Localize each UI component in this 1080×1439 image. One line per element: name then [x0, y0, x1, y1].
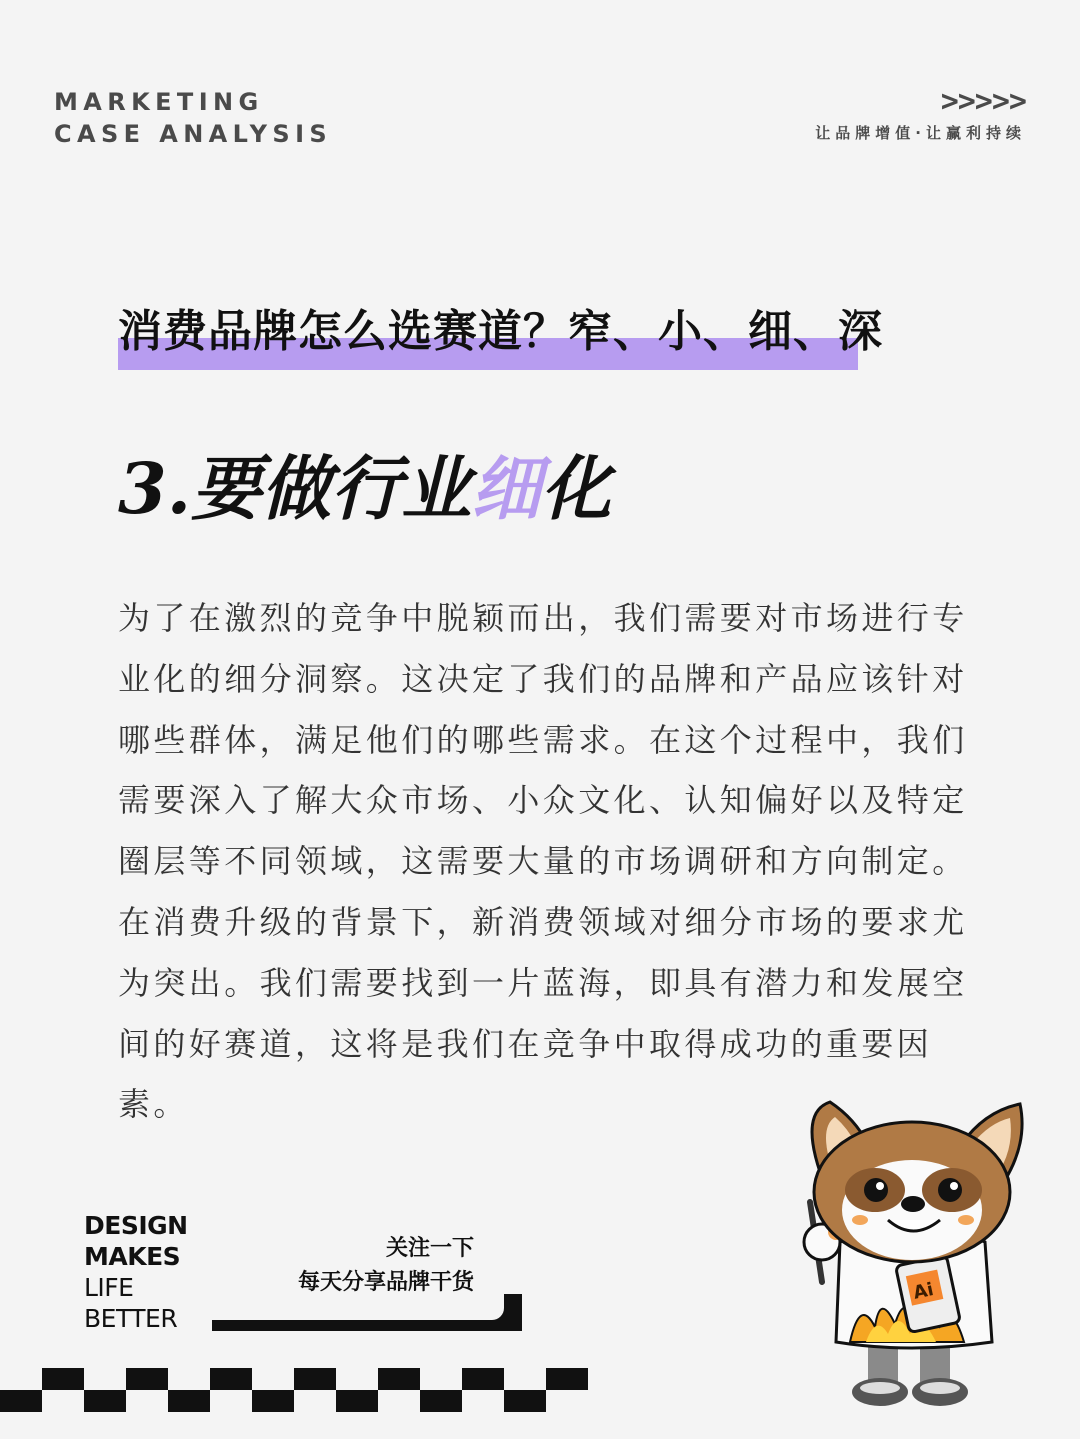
section-title	[118, 444, 611, 534]
tablet-badge: Ai	[911, 1279, 936, 1304]
checker-pattern	[0, 1368, 584, 1412]
checker-square	[210, 1368, 252, 1390]
checker-square	[0, 1390, 42, 1412]
checker-square	[168, 1390, 210, 1412]
motto-block	[84, 1210, 188, 1334]
header-tagline	[815, 86, 1026, 143]
checker-square	[420, 1390, 462, 1412]
follow-line-1: 关注一下	[385, 1236, 474, 1261]
motto-line-life: LIFE	[84, 1273, 134, 1302]
checker-square	[378, 1368, 420, 1390]
section-title-prefix: 3.要做行业	[118, 447, 472, 530]
checker-square	[252, 1390, 294, 1412]
follow-line-2: 每天分享品牌干货	[297, 1270, 474, 1295]
motto-line-makes: MAKES	[84, 1242, 181, 1271]
follow-callout	[250, 1232, 474, 1300]
header-slogan: 让品牌增值·让赢利持续	[815, 124, 1026, 142]
arrows-icon: >>>>>	[940, 84, 1026, 119]
follow-underline	[212, 1320, 522, 1331]
section-title-suffix: 化	[541, 447, 612, 530]
checker-square	[294, 1368, 336, 1390]
header-line-case-analysis: CASE ANALYSIS	[54, 120, 333, 148]
checker-square	[42, 1368, 84, 1390]
checker-square	[504, 1390, 546, 1412]
checker-square	[462, 1368, 504, 1390]
checker-square	[84, 1390, 126, 1412]
motto-line-design: DESIGN	[84, 1211, 188, 1240]
header-line-marketing: MARKETING	[54, 88, 264, 116]
topic-title: 消费品牌怎么选赛道？窄、小、细、深	[118, 306, 883, 357]
checker-square	[546, 1368, 588, 1390]
topic-heading	[118, 300, 883, 364]
section-title-accent: 细	[471, 447, 542, 530]
motto-line-better: BETTER	[84, 1304, 178, 1333]
checker-square	[336, 1390, 378, 1412]
shiba-mascot-icon	[780, 1092, 1050, 1422]
header-brand	[54, 86, 332, 150]
body-paragraph: 为了在激烈的竞争中脱颖而出，我们需要对市场进行专业化的细分洞察。这决定了我们的品牌和产品应该针对哪些群体，满足他们的哪些需求。在这个过程中，我们需要深入了解大众市场、小众文化、认知偏好以及特定圈层等不同领域，这需要大量的市场调研和方向制定。在消费升级的背景下，新消费领域对细分市场的要求尤为突出。我们需要找到一片蓝海，即具有潜力和发展空间的好赛道，这将是我们在竞争中取得成功的重要因素。	[118, 599, 968, 1124]
checker-square	[126, 1368, 168, 1390]
follow-underline-hook	[484, 1294, 522, 1331]
